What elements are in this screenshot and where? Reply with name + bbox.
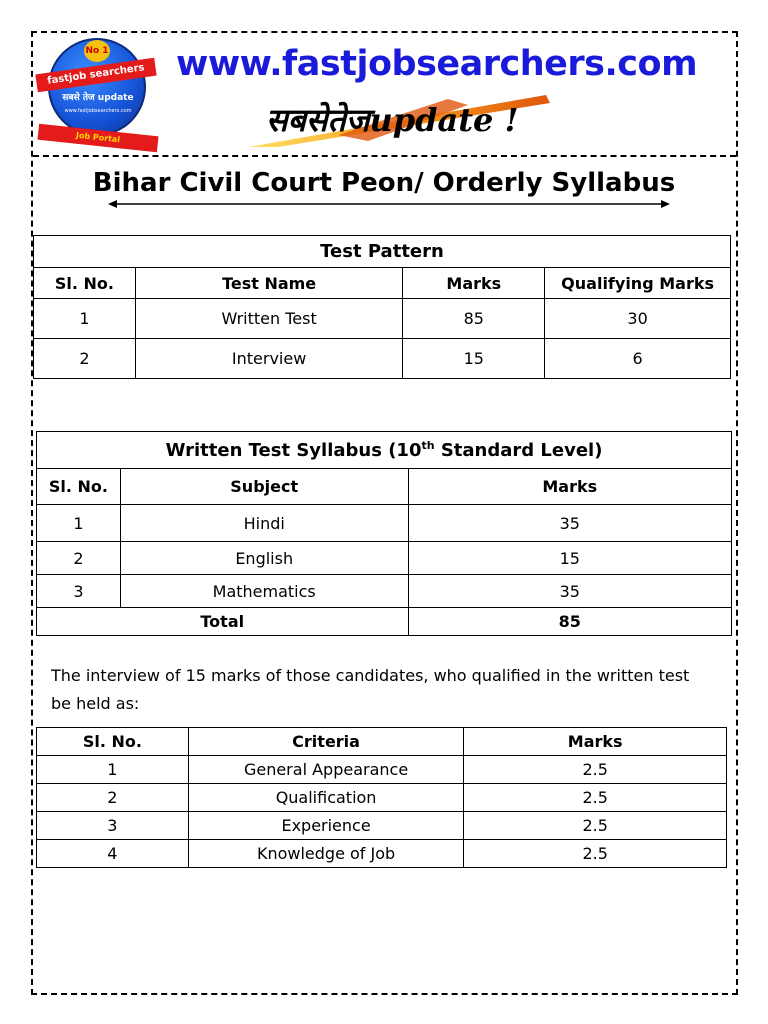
table-cell: Written Test: [135, 299, 403, 339]
table-cell: 6: [545, 339, 731, 379]
table-cell: 15: [403, 339, 545, 379]
total-value: 85: [408, 608, 731, 636]
total-label: Total: [37, 608, 409, 636]
column-header: Marks: [408, 469, 731, 505]
table-cell: 1: [34, 299, 136, 339]
total-row: [37, 608, 732, 636]
logo-tagline: सबसे तेज update: [62, 93, 134, 103]
table-row: [37, 505, 732, 542]
header-divider: [33, 155, 736, 157]
column-header: Sl. No.: [37, 728, 189, 756]
logo-bottom-ribbon: Job Portal: [37, 124, 158, 152]
table-cell: English: [120, 542, 408, 575]
interview-note: The interview of 15 marks of those candidates, who qualified in the written test be held as:: [51, 666, 690, 713]
title-underline-arrow-icon: [108, 198, 670, 210]
table-cell: 2: [37, 542, 121, 575]
test-pattern-table: [33, 235, 731, 379]
table-cell: 2.5: [464, 756, 727, 784]
table-cell: 15: [408, 542, 731, 575]
table-cell: 35: [408, 505, 731, 542]
table-cell: 3: [37, 575, 121, 608]
table-cell: 35: [408, 575, 731, 608]
table-row: [37, 840, 727, 868]
written-syllabus-table: [36, 431, 732, 636]
table-cell: Mathematics: [120, 575, 408, 608]
slogan-text: सबसेतेजupdate !: [266, 101, 519, 139]
table-cell: 2: [34, 339, 136, 379]
column-header: Criteria: [188, 728, 464, 756]
logo-small-url: www.fastjobsearchers.com: [64, 108, 132, 114]
table-row: [37, 756, 727, 784]
table-cell: Experience: [188, 812, 464, 840]
page-title: Bihar Civil Court Peon/ Orderly Syllabus: [92, 168, 676, 198]
logo-ribbon: fastjob searchers: [35, 58, 156, 93]
table-cell: 2.5: [464, 812, 727, 840]
column-header: Test Name: [135, 268, 403, 299]
table-row: [34, 299, 731, 339]
table-cell: 1: [37, 756, 189, 784]
column-header: Subject: [120, 469, 408, 505]
column-header: Marks: [464, 728, 727, 756]
site-url-heading[interactable]: www.fastjobsearchers.com: [176, 44, 698, 84]
site-logo[interactable]: [36, 38, 166, 148]
written-syllabus-caption: Written Test Syllabus (10th Standard Level): [37, 432, 732, 469]
table-cell: 3: [37, 812, 189, 840]
column-header: Sl. No.: [37, 469, 121, 505]
table-row: [34, 339, 731, 379]
table-cell: General Appearance: [188, 756, 464, 784]
table-row: [37, 812, 727, 840]
table-cell: 85: [403, 299, 545, 339]
table-cell: Knowledge of Job: [188, 840, 464, 868]
table-cell: 4: [37, 840, 189, 868]
table-row: [37, 575, 732, 608]
table-cell: Qualification: [188, 784, 464, 812]
table-row: [37, 542, 732, 575]
table-row: [37, 784, 727, 812]
column-header: Marks: [403, 268, 545, 299]
test-pattern-caption: Test Pattern: [34, 236, 731, 268]
table-cell: 2.5: [464, 784, 727, 812]
table-cell: Hindi: [120, 505, 408, 542]
column-header: Sl. No.: [34, 268, 136, 299]
interview-criteria-table: [36, 727, 727, 868]
table-cell: 2.5: [464, 840, 727, 868]
table-cell: 30: [545, 299, 731, 339]
table-cell: Interview: [135, 339, 403, 379]
table-cell: 2: [37, 784, 189, 812]
logo-badge: No 1: [84, 40, 110, 62]
column-header: Qualifying Marks: [545, 268, 731, 299]
table-cell: 1: [37, 505, 121, 542]
